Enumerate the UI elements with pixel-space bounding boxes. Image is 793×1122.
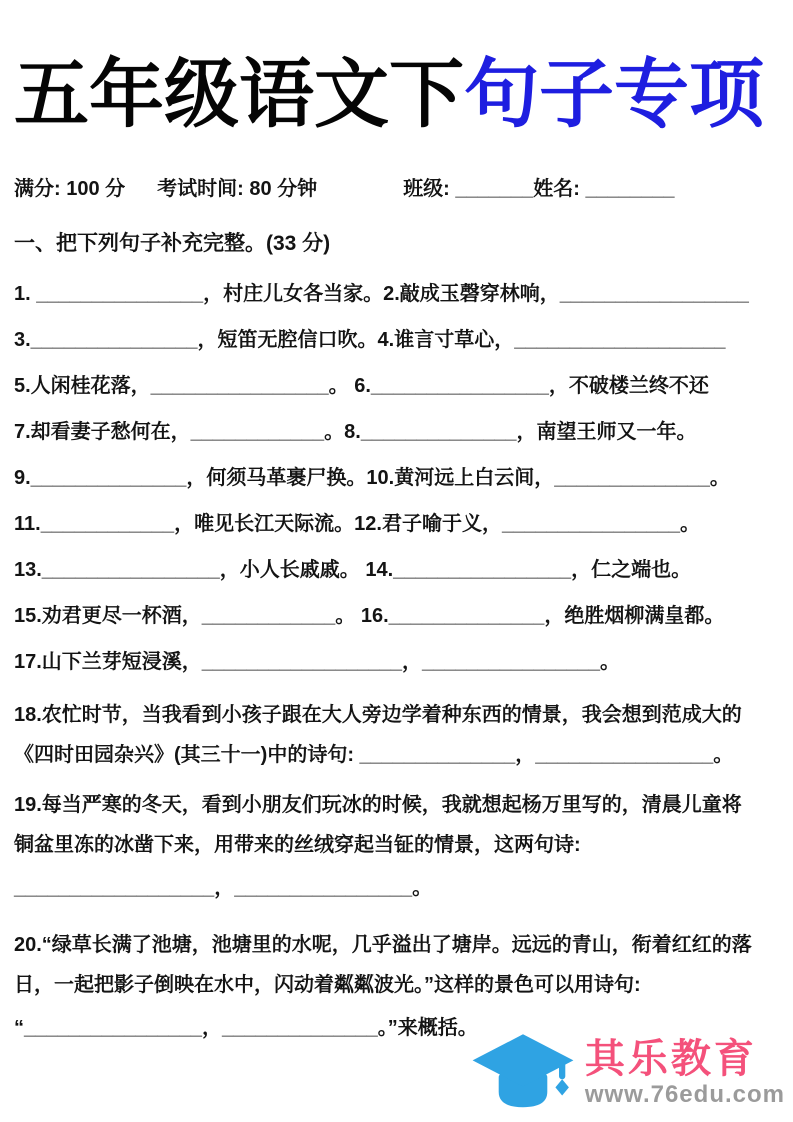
publisher-brand-name: 其乐教育 [584, 1036, 757, 1081]
name-label: 姓名: [533, 177, 586, 200]
question-line-5-6: 5.人闲桂花落，________________。 6.________________，不破楼兰终不还 [14, 374, 709, 397]
question-line-13-14: 13.________________，小人长戚戚。 14.________________，仁之端也。 [14, 558, 692, 581]
title-black-part: 五年级语文下 [14, 52, 465, 136]
question-line-11-12: 11.____________，唯见长江天际流。12.君子喻于义，________________。 [14, 512, 700, 535]
name-blank[interactable]: ________ [585, 177, 675, 200]
page-title [14, 46, 779, 144]
question-line-15-16: 15.劝君更尽一杯酒，____________。 16.______________，绝胜烟柳满皇都。 [14, 604, 725, 627]
question-19-answer-blanks[interactable]: __________________，________________。 [14, 876, 433, 899]
graduation-cap-icon [469, 1030, 577, 1116]
question-line-7-8: 7.却看妻子愁何在，____________。8.______________，南望王师又一年。 [14, 420, 697, 443]
question-19: 19.每当严寒的冬天，看到小朋友们玩冰的时候，我就想起杨万里写的，清晨儿童将铜盆里冻的冰凿下来，用带来的丝绒穿起当钲的情景，这两句诗: [14, 793, 742, 856]
exam-info-row [14, 172, 779, 201]
publisher-text-block [585, 1037, 785, 1110]
question-20: 20.“绿草长满了池塘，池塘里的水呢，几乎溢出了塘岸。远远的青山，衔着红红的落日，一起把影子倒映在水中，闪动着粼粼波光。”这样的景色可以用诗句: [14, 933, 752, 996]
question-line-3-4: 3._______________，短笛无腔信口吹。4.谁言寸草心，___________________ [14, 328, 726, 351]
publisher-website: www.76edu.com [584, 1080, 785, 1108]
class-blank[interactable]: _______ [455, 177, 534, 200]
title-blue-part: 句子专项 [464, 52, 765, 136]
full-score-label: 满分: 100 分 [14, 177, 126, 200]
question-20-answer-blanks[interactable]: “________________，______________。”来概括。 [14, 1016, 478, 1039]
question-18: 18.农忙时节，当我看到小孩子跟在大人旁边学着种东西的情景，我会想到范成大的《四时田园杂兴》(其三十一)中的诗句: ______________，________________。 [14, 703, 742, 766]
section-heading: 一、把下列句子补充完整。(33 分) [14, 231, 331, 255]
exam-time-label: 考试时间: 80 分钟 [157, 177, 318, 200]
question-line-17: 17.山下兰芽短浸溪，__________________，________________。 [14, 650, 620, 673]
class-label: 班级: [403, 177, 456, 200]
class-field [403, 172, 533, 201]
publisher-logo [469, 1030, 785, 1116]
name-field [533, 172, 674, 201]
question-line-9-10: 9.______________，何须马革裹尸换。10.黄河远上白云间，______________。 [14, 466, 730, 489]
question-line-1-2: 1. _______________，村庄儿女各当家。2.敲成玉磬穿林响，_________________ [14, 282, 749, 305]
